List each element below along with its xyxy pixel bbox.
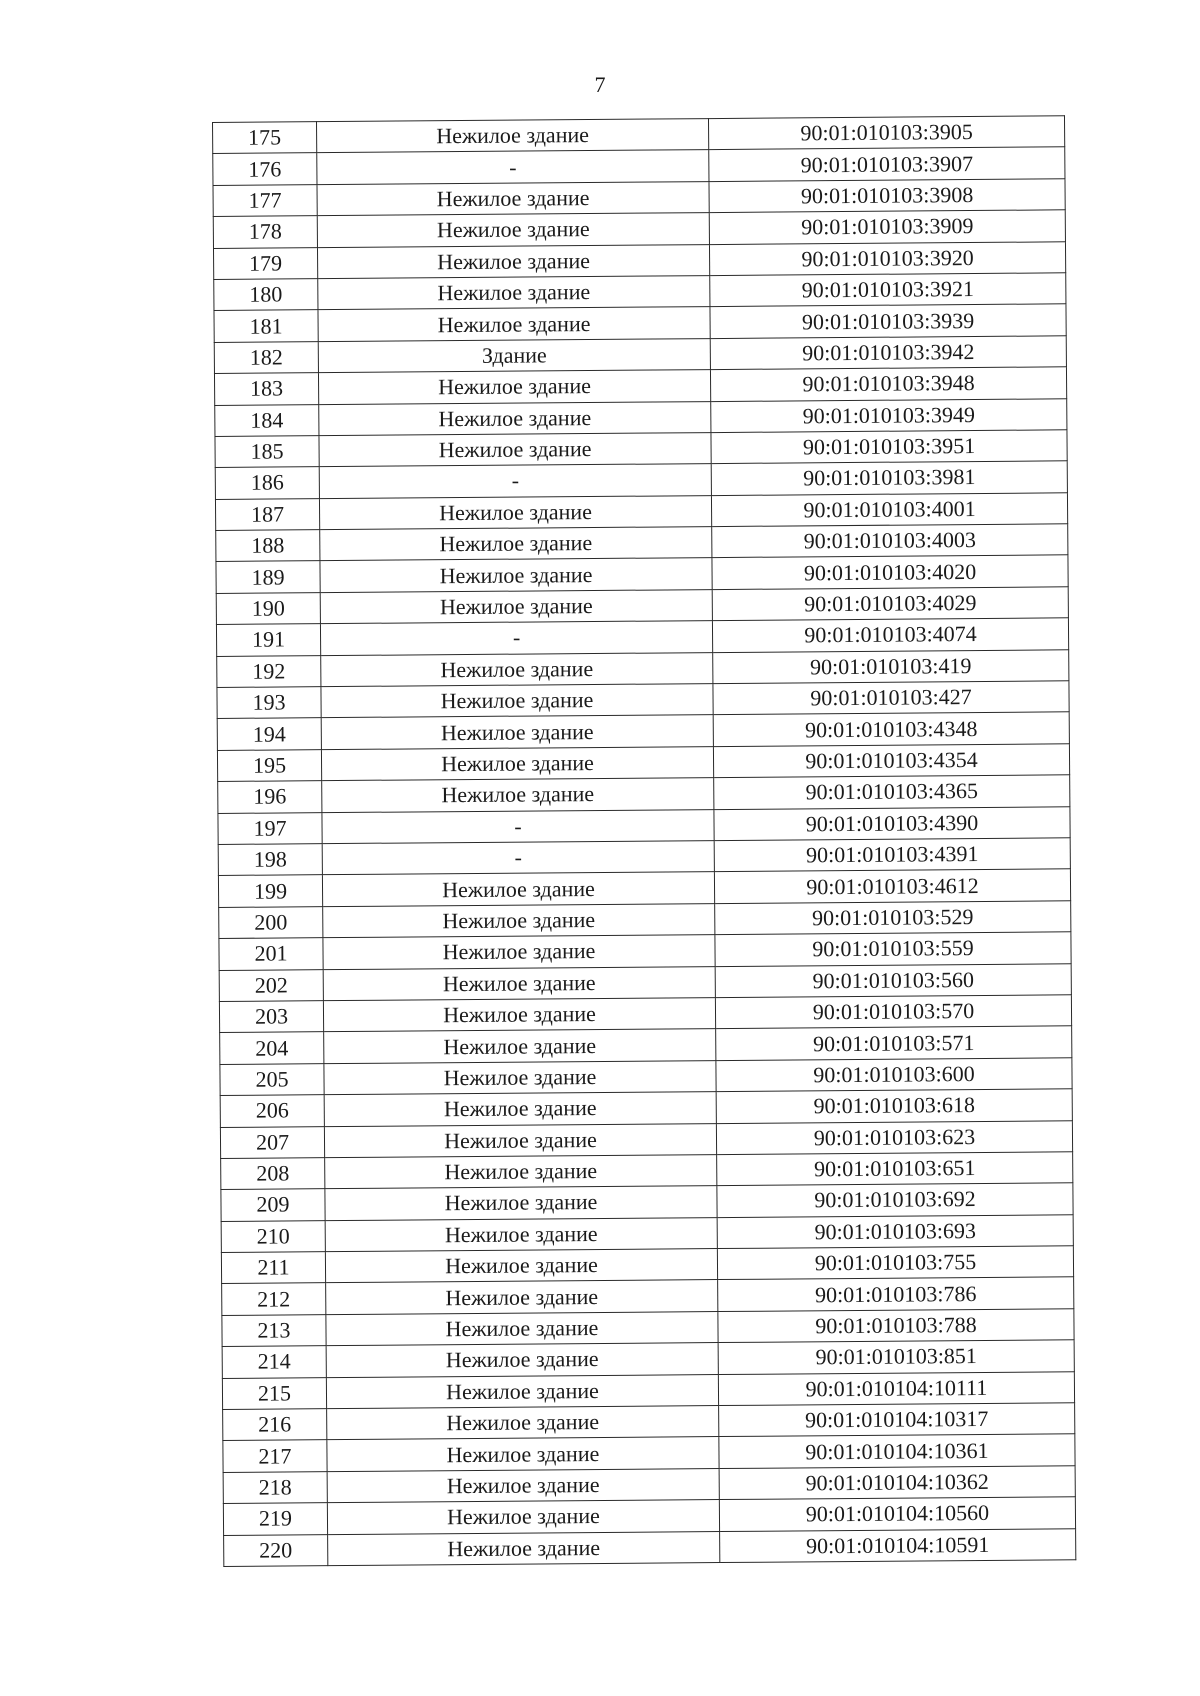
row-number-cell: 202 (219, 969, 323, 1001)
object-type-cell: Нежилое здание (326, 1280, 718, 1314)
cadastral-number-cell: 90:01:010103:692 (717, 1183, 1073, 1217)
cadastral-number-cell: 90:01:010103:4348 (713, 712, 1069, 746)
cadastral-number-cell: 90:01:010104:10591 (720, 1528, 1076, 1562)
object-type-cell: Нежилое здание (317, 119, 709, 153)
object-type-cell: Нежилое здание (326, 1343, 718, 1377)
object-type-cell: Нежилое здание (317, 181, 709, 215)
row-number-cell: 176 (213, 153, 317, 185)
cadastral-number-cell: 90:01:010103:786 (718, 1277, 1074, 1311)
object-type-cell: Нежилое здание (326, 1374, 718, 1408)
table-row (224, 1528, 1076, 1566)
row-number-cell: 211 (221, 1252, 325, 1284)
row-number-cell: 183 (214, 373, 318, 405)
cadastral-number-cell: 90:01:010103:529 (715, 901, 1071, 935)
row-number-cell: 209 (221, 1189, 325, 1221)
object-type-cell: Нежилое здание (328, 1531, 720, 1565)
cadastral-number-cell: 90:01:010103:755 (717, 1246, 1073, 1280)
cadastral-number-cell: 90:01:010103:3948 (710, 367, 1066, 401)
registry-table-container (212, 115, 1075, 1567)
cadastral-number-cell: 90:01:010103:3908 (709, 179, 1065, 213)
cadastral-number-cell: 90:01:010103:3942 (710, 336, 1066, 370)
cadastral-number-cell: 90:01:010103:3921 (710, 273, 1066, 307)
cadastral-number-cell: 90:01:010103:560 (715, 963, 1071, 997)
row-number-cell: 212 (222, 1283, 326, 1315)
cadastral-number-cell: 90:01:010104:10317 (719, 1403, 1075, 1437)
row-number-cell: 190 (216, 593, 320, 625)
row-number-cell: 206 (220, 1095, 324, 1127)
row-number-cell: 175 (213, 122, 317, 154)
object-type-cell: - (319, 464, 711, 498)
object-type-cell: Нежилое здание (321, 652, 713, 686)
cadastral-number-cell: 90:01:010103:559 (715, 932, 1071, 966)
cadastral-number-cell: 90:01:010103:419 (713, 649, 1069, 683)
cadastral-number-cell: 90:01:010103:3907 (709, 147, 1065, 181)
row-number-cell: 219 (223, 1503, 327, 1535)
object-type-cell: Нежилое здание (326, 1311, 718, 1345)
object-type-cell: Нежилое здание (327, 1468, 719, 1502)
object-type-cell: Нежилое здание (327, 1406, 719, 1440)
cadastral-number-cell: 90:01:010103:4001 (711, 492, 1067, 526)
object-type-cell: Нежилое здание (318, 370, 710, 404)
row-number-cell: 198 (218, 844, 322, 876)
object-type-cell: Нежилое здание (317, 213, 709, 247)
cadastral-number-cell: 90:01:010103:600 (716, 1057, 1072, 1091)
cadastral-number-cell: 90:01:010103:3909 (709, 210, 1065, 244)
row-number-cell: 216 (223, 1409, 327, 1441)
object-type-cell: Нежилое здание (324, 1092, 716, 1126)
object-type-cell: Нежилое здание (319, 432, 711, 466)
row-number-cell: 189 (216, 561, 320, 593)
row-number-cell: 205 (220, 1063, 324, 1095)
cadastral-number-cell: 90:01:010103:3949 (711, 398, 1067, 432)
cadastral-number-cell: 90:01:010103:4390 (714, 806, 1070, 840)
cadastral-number-cell: 90:01:010103:427 (713, 681, 1069, 715)
row-number-cell: 197 (218, 812, 322, 844)
cadastral-number-cell: 90:01:010103:4029 (712, 587, 1068, 621)
cadastral-number-cell: 90:01:010103:3951 (711, 430, 1067, 464)
object-type-cell: Нежилое здание (323, 903, 715, 937)
row-number-cell: 217 (223, 1440, 327, 1472)
row-number-cell: 196 (218, 781, 322, 813)
object-type-cell: Нежилое здание (321, 715, 713, 749)
row-number-cell: 179 (213, 247, 317, 279)
cadastral-number-cell: 90:01:010103:693 (717, 1214, 1073, 1248)
cadastral-number-cell: 90:01:010104:10362 (719, 1466, 1075, 1500)
row-number-cell: 203 (219, 1001, 323, 1033)
cadastral-number-cell: 90:01:010103:3920 (709, 241, 1065, 275)
cadastral-number-cell: 90:01:010103:4003 (712, 524, 1068, 558)
cadastral-number-cell: 90:01:010104:10560 (719, 1497, 1075, 1531)
row-number-cell: 220 (224, 1534, 328, 1566)
row-number-cell: 180 (214, 279, 318, 311)
object-type-cell: - (320, 621, 712, 655)
row-number-cell: 199 (218, 875, 322, 907)
row-number-cell: 178 (213, 216, 317, 248)
object-type-cell: - (322, 841, 714, 875)
object-type-cell: Нежилое здание (325, 1217, 717, 1251)
row-number-cell: 193 (217, 687, 321, 719)
object-type-cell: Нежилое здание (318, 276, 710, 310)
registry-table (212, 115, 1076, 1567)
row-number-cell: 213 (222, 1314, 326, 1346)
cadastral-number-cell: 90:01:010103:4020 (712, 555, 1068, 589)
row-number-cell: 194 (217, 718, 321, 750)
row-number-cell: 204 (220, 1032, 324, 1064)
object-type-cell: Нежилое здание (324, 1060, 716, 1094)
row-number-cell: 208 (221, 1158, 325, 1190)
object-type-cell: Нежилое здание (324, 1123, 716, 1157)
cadastral-number-cell: 90:01:010103:4354 (713, 744, 1069, 778)
object-type-cell: Нежилое здание (319, 495, 711, 529)
row-number-cell: 181 (214, 310, 318, 342)
row-number-cell: 201 (219, 938, 323, 970)
object-type-cell: Нежилое здание (317, 244, 709, 278)
object-type-cell: - (322, 809, 714, 843)
cadastral-number-cell: 90:01:010103:4391 (714, 838, 1070, 872)
object-type-cell: Нежилое здание (320, 589, 712, 623)
object-type-cell: Нежилое здание (325, 1249, 717, 1283)
row-number-cell: 188 (216, 530, 320, 562)
object-type-cell: Нежилое здание (327, 1500, 719, 1534)
object-type-cell: - (317, 150, 709, 184)
object-type-cell: Нежилое здание (320, 527, 712, 561)
row-number-cell: 218 (223, 1471, 327, 1503)
cadastral-number-cell: 90:01:010103:4365 (714, 775, 1070, 809)
object-type-cell: Нежилое здание (322, 872, 714, 906)
row-number-cell: 182 (214, 341, 318, 373)
row-number-cell: 200 (219, 906, 323, 938)
cadastral-number-cell: 90:01:010103:3905 (708, 116, 1064, 150)
cadastral-number-cell: 90:01:010104:10361 (719, 1434, 1075, 1468)
object-type-cell: Нежилое здание (323, 935, 715, 969)
object-type-cell: Нежилое здание (320, 558, 712, 592)
object-type-cell: Нежилое здание (321, 684, 713, 718)
row-number-cell: 187 (215, 498, 319, 530)
object-type-cell: Нежилое здание (323, 998, 715, 1032)
object-type-cell: Нежилое здание (324, 1029, 716, 1063)
row-number-cell: 186 (215, 467, 319, 499)
cadastral-number-cell: 90:01:010103:623 (716, 1120, 1072, 1154)
row-number-cell: 210 (221, 1220, 325, 1252)
row-number-cell: 191 (216, 624, 320, 656)
object-type-cell: Нежилое здание (321, 746, 713, 780)
object-type-cell: Нежилое здание (323, 966, 715, 1000)
object-type-cell: Нежилое здание (322, 778, 714, 812)
registry-table-body (213, 116, 1076, 1567)
cadastral-number-cell: 90:01:010103:3939 (710, 304, 1066, 338)
object-type-cell: Нежилое здание (319, 401, 711, 435)
row-number-cell: 177 (213, 184, 317, 216)
row-number-cell: 192 (217, 655, 321, 687)
cadastral-number-cell: 90:01:010103:4074 (712, 618, 1068, 652)
row-number-cell: 195 (217, 749, 321, 781)
row-number-cell: 214 (222, 1346, 326, 1378)
cadastral-number-cell: 90:01:010103:3981 (711, 461, 1067, 495)
object-type-cell: Нежилое здание (318, 307, 710, 341)
cadastral-number-cell: 90:01:010103:570 (715, 995, 1071, 1029)
page-number: 7 (594, 72, 606, 97)
cadastral-number-cell: 90:01:010103:4612 (714, 869, 1070, 903)
row-number-cell: 215 (222, 1377, 326, 1409)
row-number-cell: 207 (220, 1126, 324, 1158)
cadastral-number-cell: 90:01:010104:10111 (718, 1371, 1074, 1405)
cadastral-number-cell: 90:01:010103:571 (716, 1026, 1072, 1060)
row-number-cell: 185 (215, 436, 319, 468)
cadastral-number-cell: 90:01:010103:851 (718, 1340, 1074, 1374)
object-type-cell: Нежилое здание (327, 1437, 719, 1471)
cadastral-number-cell: 90:01:010103:618 (716, 1089, 1072, 1123)
object-type-cell: Нежилое здание (325, 1154, 717, 1188)
cadastral-number-cell: 90:01:010103:651 (717, 1152, 1073, 1186)
row-number-cell: 184 (215, 404, 319, 436)
cadastral-number-cell: 90:01:010103:788 (718, 1309, 1074, 1343)
object-type-cell: Здание (318, 338, 710, 372)
object-type-cell: Нежилое здание (325, 1186, 717, 1220)
